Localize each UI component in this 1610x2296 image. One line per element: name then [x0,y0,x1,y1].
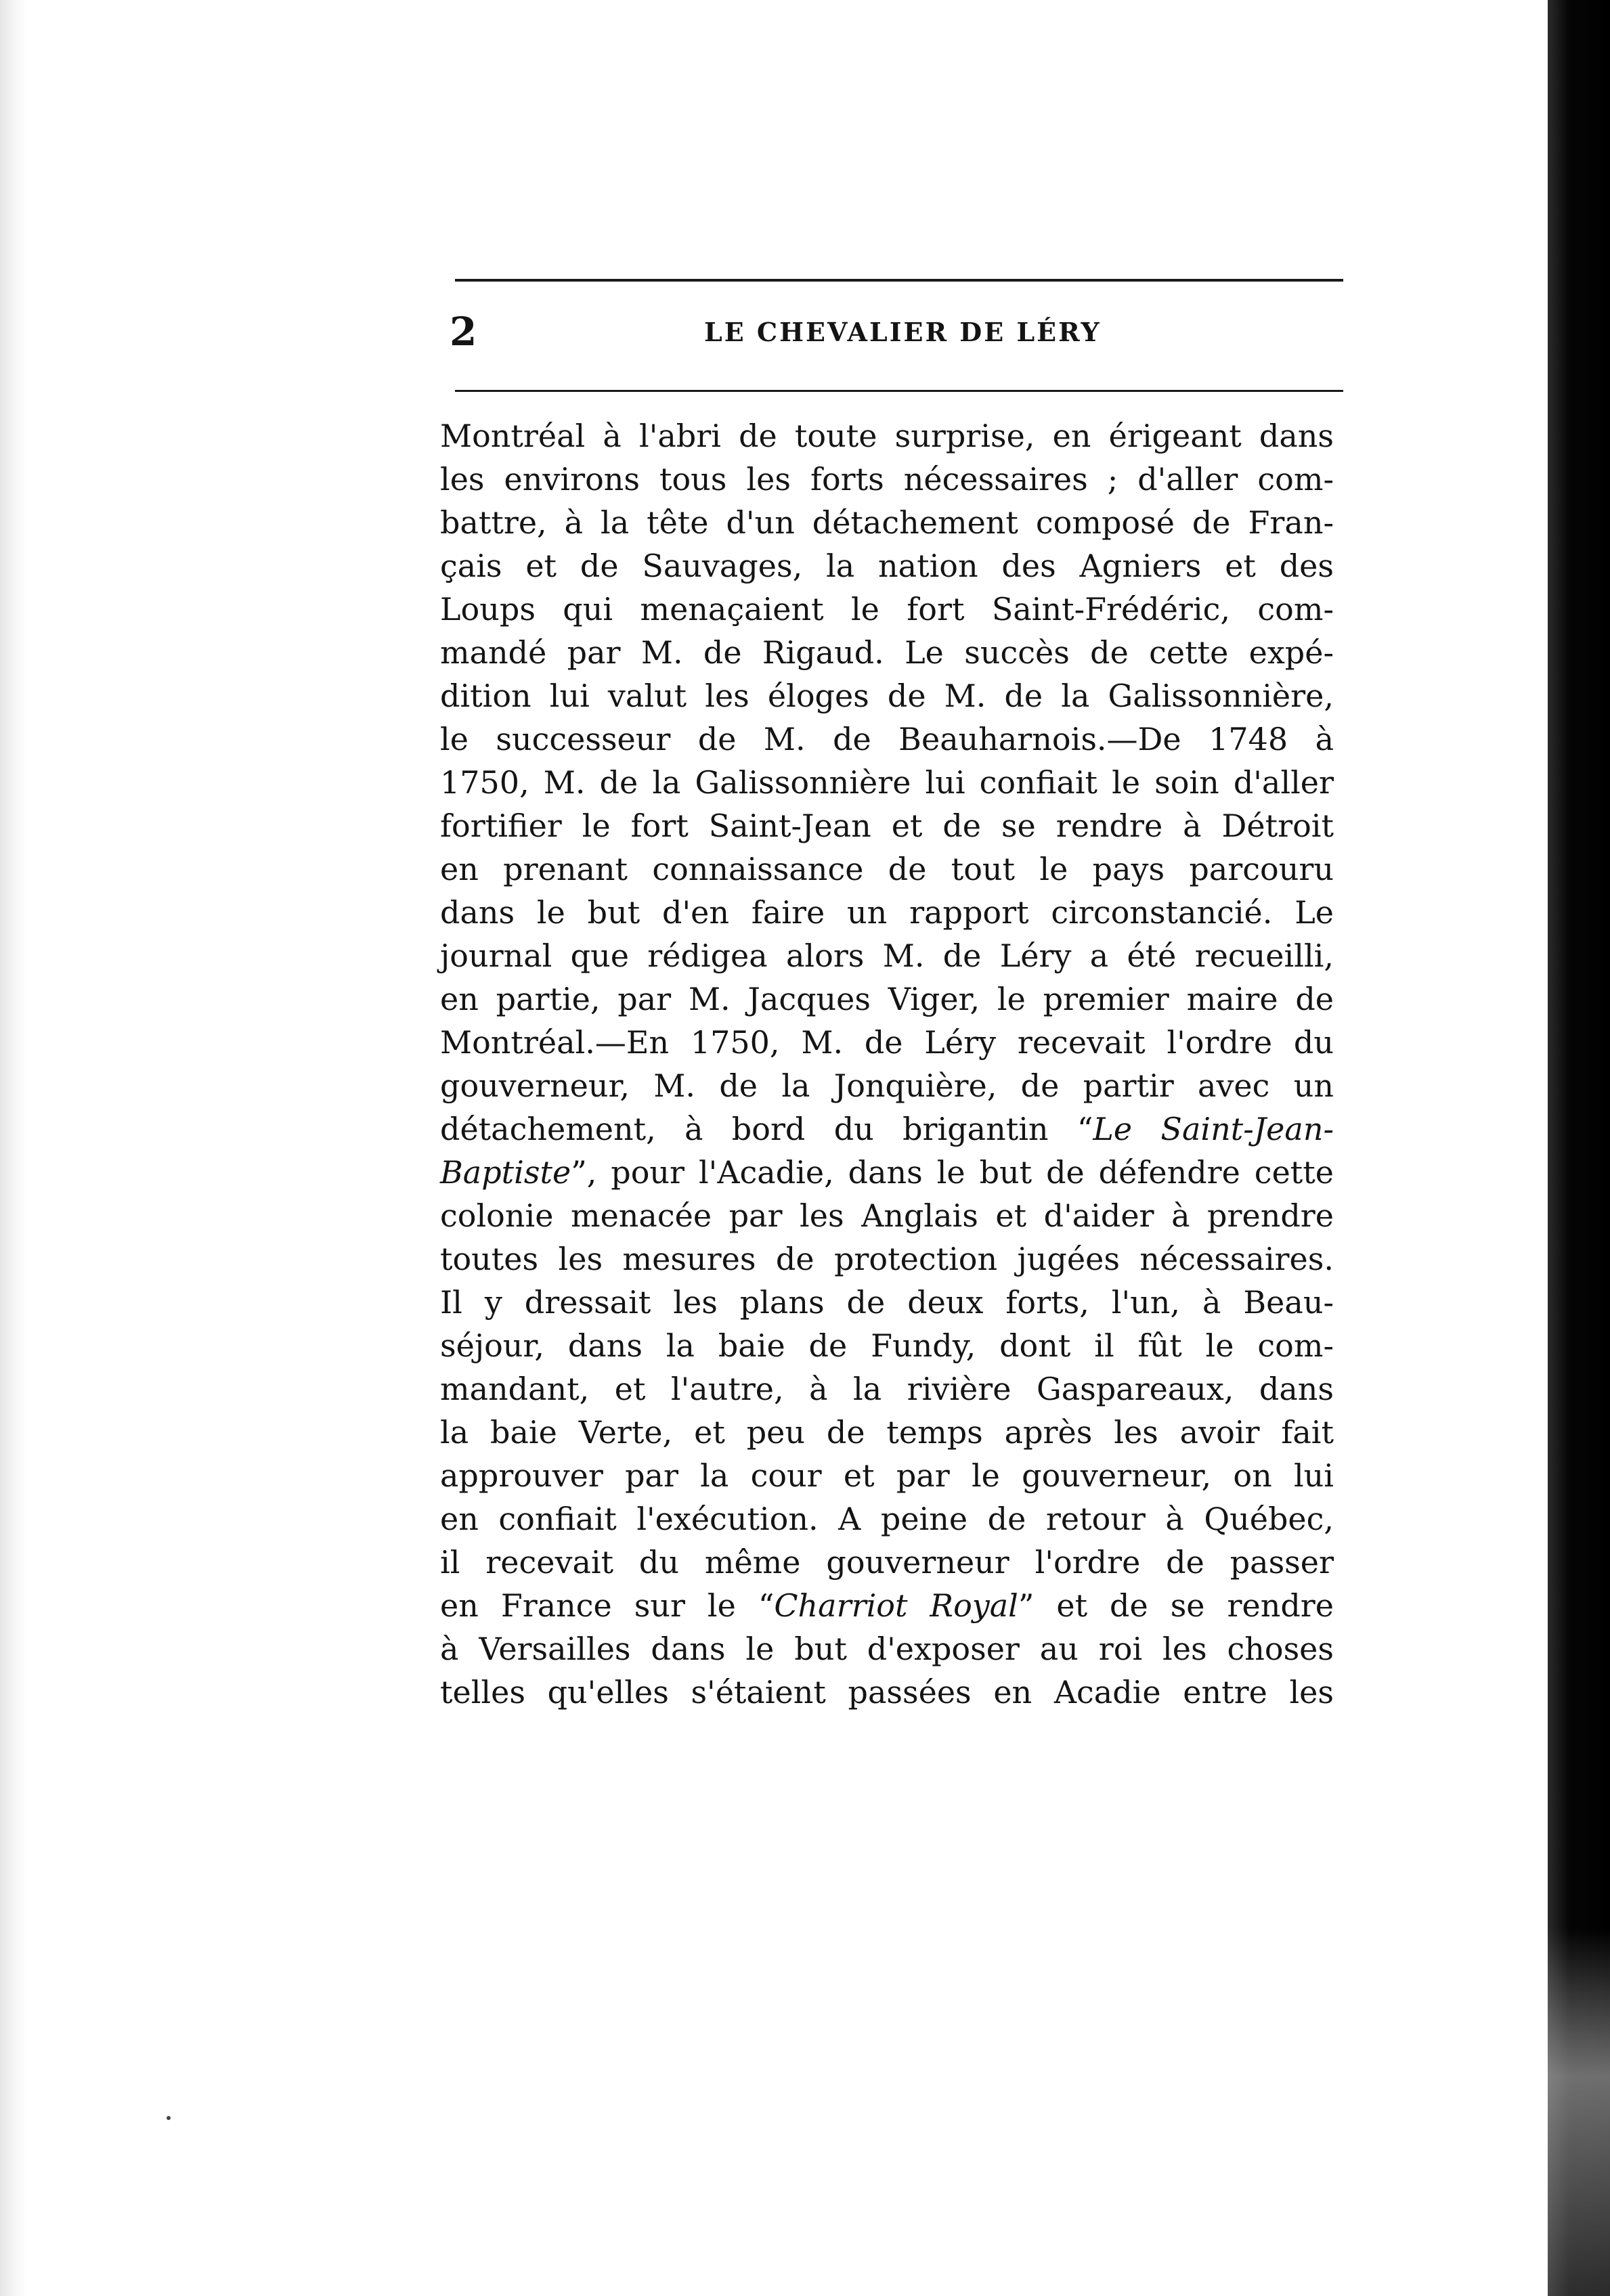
text-line [440,1107,1334,1151]
text-line: mandé par M. de Rigaud. Le succès de cette expé- [440,634,1334,671]
text-line: en prenant connaissance de tout le pays parcouru [440,851,1334,887]
text-line: en confiait l'exécution. A peine de retour à Québec, [440,1501,1334,1537]
page-number: 2 [450,309,477,355]
text-line: gouverneur, M. de la Jonquière, de partir avec un [440,1067,1334,1104]
page-header [450,298,1350,366]
text-line: battre, à la tête d'un détachement composé de Fran- [440,504,1334,541]
text-line: approuver par la cour et par le gouverneur, on lui [440,1457,1334,1494]
scan-right-edge-fade [1548,1929,1610,2296]
text-line: çais et de Sauvages, la nation des Agniers et des [440,548,1334,584]
text-line: telles qu'elles s'étaient passées en Acadie entre les [440,1674,1334,1710]
text-line: les environs tous les forts nécessaires ; d'aller com- [440,461,1334,498]
text-line-segment: détachement, à bord du brigantin “ [440,1111,1093,1147]
text-line: en partie, par M. Jacques Viger, le premier maire de [440,981,1334,1017]
text-line: le successeur de M. de Beauharnois.—De 1748 à [440,721,1334,757]
text-line-segment: ” et de se rendre [1018,1587,1334,1624]
text-line: séjour, dans la baie de Fundy, dont il fût le com- [440,1327,1334,1364]
text-line: fortifier le fort Saint-Jean et de se rendre à Détroit [440,808,1334,844]
text-line: Montréal à l'abri de toute surprise, en érigeant dans [440,418,1334,454]
header-top-rule [455,279,1343,282]
text-line: à Versailles dans le but d'exposer au roi les choses [440,1631,1334,1667]
text-line [440,1584,1334,1627]
running-head: LE CHEVALIER DE LÉRY [704,317,1102,347]
text-line: il recevait du même gouverneur l'ordre de passer [440,1544,1334,1581]
text-line: toutes les mesures de protection jugées nécessaires. [440,1241,1334,1277]
scan-left-edge [0,0,27,2296]
text-line: dans le but d'en faire un rapport circonstancié. Le [440,894,1334,931]
text-line: mandant, et l'autre, à la rivière Gaspareaux, dans [440,1371,1334,1407]
text-line-segment: ”, pour l'Acadie, dans le but de défendre cette [571,1154,1334,1191]
text-line: colonie menacée par les Anglais et d'aider à prendre [440,1197,1334,1234]
text-line: dition lui valut les éloges de M. de la Galissonnière, [440,678,1334,714]
text-line: Montréal.—En 1750, M. de Léry recevait l'ordre du [440,1024,1334,1061]
text-line: la baie Verte, et peu de temps après les avoir fait [440,1414,1334,1451]
text-line: Il y dressait les plans de deux forts, l'un, à Beau- [440,1284,1334,1321]
ship-name-italic: Le Saint-Jean- [1093,1111,1334,1147]
text-line-segment: en France sur le “ [440,1587,775,1624]
header-bottom-rule [455,390,1343,392]
text-line: 1750, M. de la Galissonnière lui confiait le soin d'aller [440,764,1334,801]
text-line [440,1151,1334,1194]
ship-name-italic: Baptiste [440,1154,571,1191]
text-line: Loups qui menaçaient le fort Saint-Frédéric, com- [440,591,1334,627]
text-line: journal que rédigea alors M. de Léry a été recueilli, [440,937,1334,974]
body-text [440,414,1334,1714]
scan-speck [167,2116,171,2120]
ship-name-italic: Charriot Royal [774,1587,1018,1624]
